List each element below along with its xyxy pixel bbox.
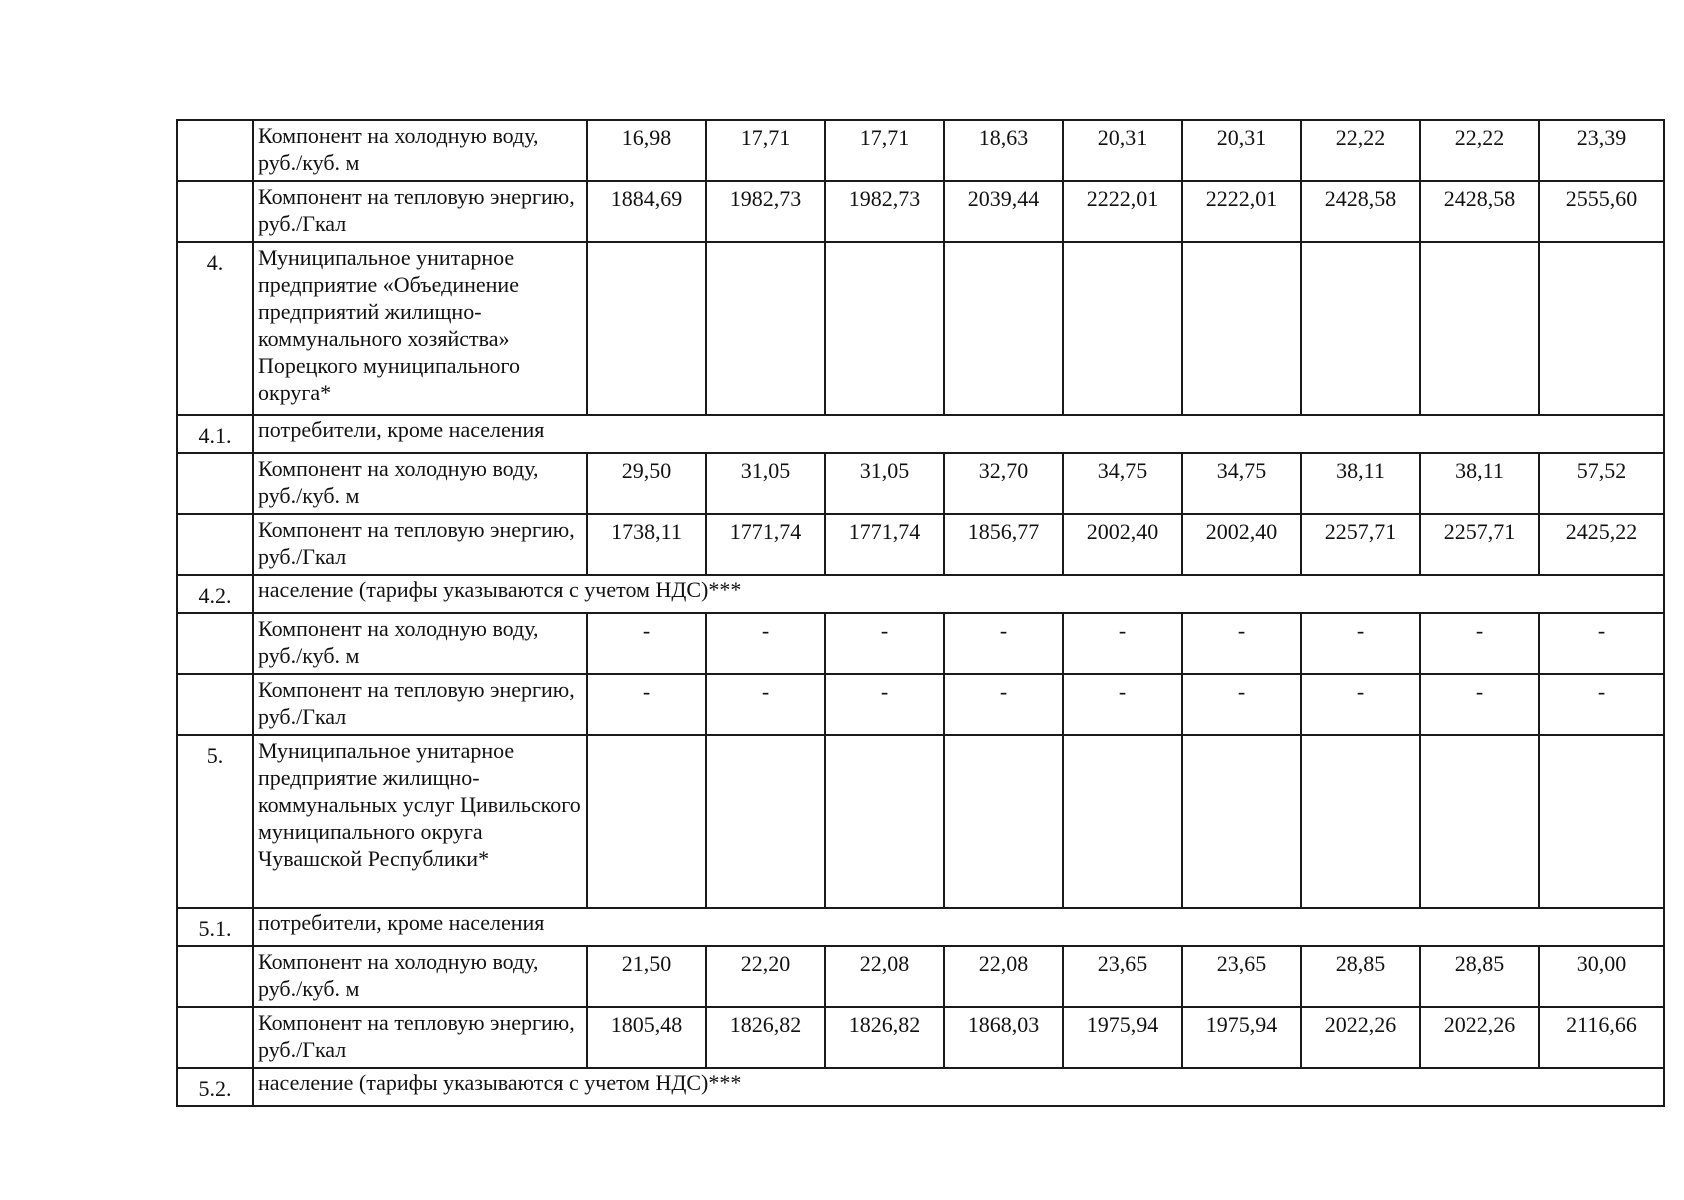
tariff-value-cell (1063, 735, 1182, 908)
tariff-value-cell: 16,98 (587, 120, 706, 181)
tariff-value-cell: 1975,94 (1063, 1007, 1182, 1068)
row-number: 4.1. (177, 415, 253, 453)
tariff-value-cell: 1826,82 (825, 1007, 944, 1068)
tariff-value-cell: 23,65 (1063, 946, 1182, 1007)
tariff-value-cell: 31,05 (706, 453, 825, 514)
organization-name: Муниципальное унитарное предприятие «Объединение предприятий жилищно-коммунального хозяйства» Порецкого муниципального округа* (253, 242, 587, 415)
tariff-value-cell: 20,31 (1182, 120, 1301, 181)
tariff-value-cell: 2555,60 (1539, 181, 1664, 242)
tariff-value-cell: 2002,40 (1182, 514, 1301, 575)
subsection-row (177, 908, 1664, 946)
subsection-title: потребители, кроме населения (253, 415, 1664, 453)
component-name: Компонент на тепловую энергию, руб./Гкал (253, 674, 587, 735)
tariff-value-cell: 28,85 (1420, 946, 1539, 1007)
tariff-value-cell: - (1420, 613, 1539, 674)
table-row (177, 120, 1664, 181)
tariff-value-cell: 2428,58 (1420, 181, 1539, 242)
tariff-value-cell: 22,22 (1301, 120, 1420, 181)
tariff-value-cell (587, 242, 706, 415)
subsection-row (177, 575, 1664, 613)
tariff-value-cell: 32,70 (944, 453, 1063, 514)
tariff-value-cell: - (944, 674, 1063, 735)
row-number (177, 946, 253, 1007)
subsection-title: население (тарифы указываются с учетом НДС)*** (253, 575, 1664, 613)
component-name: Компонент на тепловую энергию, руб./Гкал (253, 514, 587, 575)
tariff-value-cell: - (825, 613, 944, 674)
tariff-value-cell: 22,08 (825, 946, 944, 1007)
tariff-value-cell: - (944, 613, 1063, 674)
organization-row (177, 242, 1664, 415)
table-row (177, 613, 1664, 674)
tariff-value-cell: 1805,48 (587, 1007, 706, 1068)
tariff-value-cell (1063, 242, 1182, 415)
row-number (177, 453, 253, 514)
table-row (177, 946, 1664, 1007)
row-number: 5. (177, 735, 253, 908)
tariff-value-cell (1182, 242, 1301, 415)
tariff-value-cell: - (1539, 613, 1664, 674)
tariff-value-cell: 22,22 (1420, 120, 1539, 181)
tariff-value-cell: 34,75 (1063, 453, 1182, 514)
tariff-value-cell: - (587, 674, 706, 735)
tariff-value-cell: - (587, 613, 706, 674)
subsection-title: потребители, кроме населения (253, 908, 1664, 946)
subsection-row (177, 415, 1664, 453)
tariff-value-cell: - (825, 674, 944, 735)
tariff-value-cell: 22,20 (706, 946, 825, 1007)
tariff-value-cell (1182, 735, 1301, 908)
component-name: Компонент на холодную воду, руб./куб. м (253, 453, 587, 514)
component-name: Компонент на тепловую энергию, руб./Гкал (253, 1007, 587, 1068)
tariff-value-cell (1301, 735, 1420, 908)
tariff-value-cell: 31,05 (825, 453, 944, 514)
tariff-value-cell: 38,11 (1301, 453, 1420, 514)
tariff-table-body (177, 120, 1664, 1106)
tariff-value-cell: 1771,74 (825, 514, 944, 575)
organization-name: Муниципальное унитарное предприятие жилищно-коммунальных услуг Цивильского муниципального округа Чувашской Республики* (253, 735, 587, 908)
tariff-value-cell: 2222,01 (1063, 181, 1182, 242)
tariff-value-cell: - (1301, 613, 1420, 674)
tariff-value-cell: 1982,73 (706, 181, 825, 242)
tariff-value-cell: 1771,74 (706, 514, 825, 575)
tariff-value-cell (1420, 242, 1539, 415)
subsection-row (177, 1068, 1664, 1106)
tariff-table (176, 119, 1665, 1107)
tariff-value-cell: 34,75 (1182, 453, 1301, 514)
tariff-value-cell: - (1301, 674, 1420, 735)
tariff-value-cell (1301, 242, 1420, 415)
tariff-value-cell: 1868,03 (944, 1007, 1063, 1068)
tariff-value-cell: 23,65 (1182, 946, 1301, 1007)
tariff-value-cell: 1826,82 (706, 1007, 825, 1068)
tariff-value-cell: - (1420, 674, 1539, 735)
row-number (177, 181, 253, 242)
table-row (177, 674, 1664, 735)
tariff-value-cell: 2116,66 (1539, 1007, 1664, 1068)
table-row (177, 453, 1664, 514)
tariff-value-cell: 2428,58 (1301, 181, 1420, 242)
tariff-value-cell: 2022,26 (1420, 1007, 1539, 1068)
tariff-value-cell: - (1539, 674, 1664, 735)
tariff-value-cell: 38,11 (1420, 453, 1539, 514)
tariff-value-cell (1539, 735, 1664, 908)
row-number: 5.2. (177, 1068, 253, 1106)
tariff-value-cell: 20,31 (1063, 120, 1182, 181)
tariff-value-cell: 2425,22 (1539, 514, 1664, 575)
tariff-value-cell: 1982,73 (825, 181, 944, 242)
tariff-value-cell (1420, 735, 1539, 908)
table-row (177, 1007, 1664, 1068)
tariff-value-cell (706, 735, 825, 908)
table-row (177, 514, 1664, 575)
tariff-value-cell: 1975,94 (1182, 1007, 1301, 1068)
tariff-value-cell: - (1063, 674, 1182, 735)
tariff-value-cell: - (1182, 674, 1301, 735)
tariff-value-cell: 23,39 (1539, 120, 1664, 181)
component-name: Компонент на тепловую энергию, руб./Гкал (253, 181, 587, 242)
component-name: Компонент на холодную воду, руб./куб. м (253, 120, 587, 181)
tariff-value-cell: 1738,11 (587, 514, 706, 575)
tariff-value-cell (825, 735, 944, 908)
tariff-value-cell (706, 242, 825, 415)
tariff-value-cell: 2257,71 (1420, 514, 1539, 575)
tariff-value-cell: - (706, 674, 825, 735)
tariff-value-cell: 1856,77 (944, 514, 1063, 575)
tariff-value-cell: 2039,44 (944, 181, 1063, 242)
tariff-value-cell: 29,50 (587, 453, 706, 514)
tariff-value-cell: 17,71 (825, 120, 944, 181)
tariff-value-cell: 1884,69 (587, 181, 706, 242)
row-number (177, 613, 253, 674)
tariff-value-cell: 18,63 (944, 120, 1063, 181)
tariff-value-cell (825, 242, 944, 415)
row-number: 4.2. (177, 575, 253, 613)
tariff-value-cell (944, 242, 1063, 415)
tariff-value-cell: - (1182, 613, 1301, 674)
tariff-value-cell: 22,08 (944, 946, 1063, 1007)
tariff-value-cell: 17,71 (706, 120, 825, 181)
tariff-value-cell (587, 735, 706, 908)
table-row (177, 181, 1664, 242)
tariff-value-cell: 57,52 (1539, 453, 1664, 514)
component-name: Компонент на холодную воду, руб./куб. м (253, 946, 587, 1007)
tariff-value-cell: 21,50 (587, 946, 706, 1007)
row-number (177, 1007, 253, 1068)
row-number (177, 120, 253, 181)
tariff-value-cell: 2222,01 (1182, 181, 1301, 242)
tariff-value-cell (1539, 242, 1664, 415)
organization-row (177, 735, 1664, 908)
row-number: 5.1. (177, 908, 253, 946)
tariff-value-cell: 2022,26 (1301, 1007, 1420, 1068)
row-number: 4. (177, 242, 253, 415)
subsection-title: население (тарифы указываются с учетом НДС)*** (253, 1068, 1664, 1106)
tariff-value-cell: 2257,71 (1301, 514, 1420, 575)
tariff-value-cell: 30,00 (1539, 946, 1664, 1007)
tariff-value-cell: - (1063, 613, 1182, 674)
row-number (177, 674, 253, 735)
component-name: Компонент на холодную воду, руб./куб. м (253, 613, 587, 674)
tariff-value-cell: 2002,40 (1063, 514, 1182, 575)
row-number (177, 514, 253, 575)
tariff-value-cell (944, 735, 1063, 908)
tariff-value-cell: 28,85 (1301, 946, 1420, 1007)
tariff-value-cell: - (706, 613, 825, 674)
